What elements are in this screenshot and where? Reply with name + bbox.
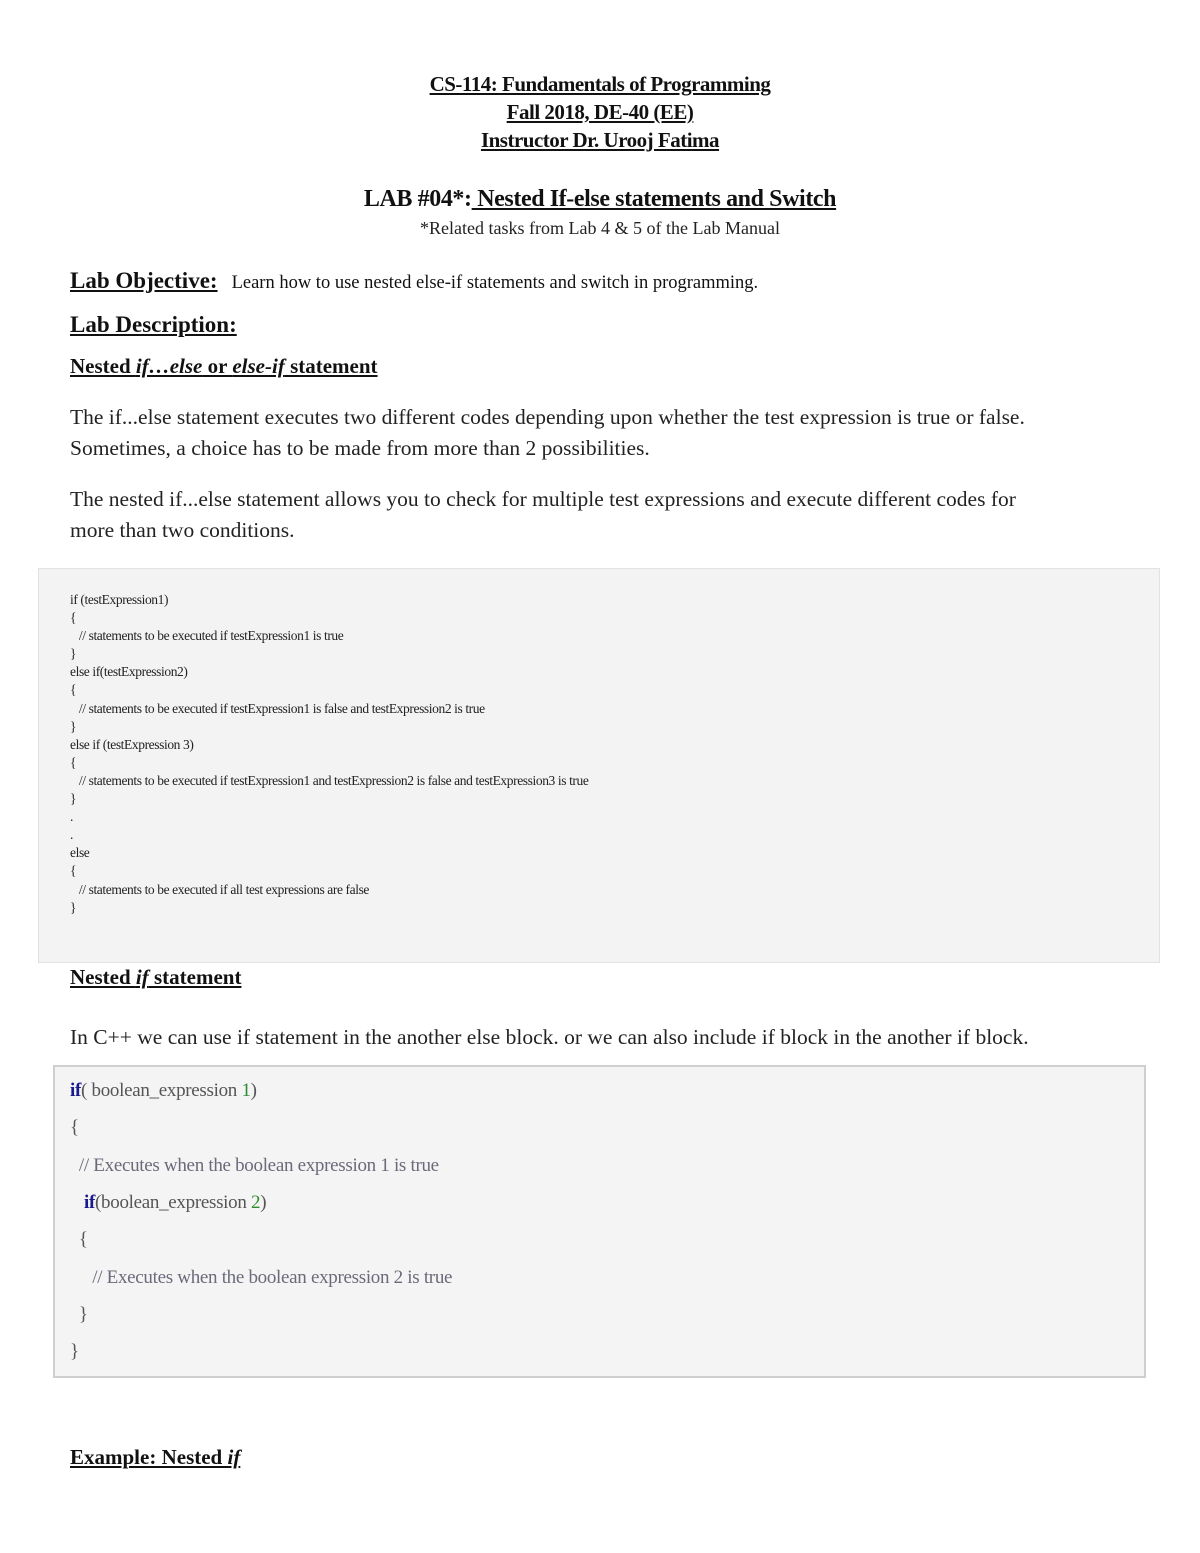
code-block-syntax-text <box>70 591 588 917</box>
code-line: } <box>70 791 77 807</box>
heading-part: if…else <box>135 354 203 378</box>
code-line: { <box>70 1117 79 1138</box>
heading-part: statement <box>148 965 242 989</box>
code-line: . <box>70 809 73 825</box>
code-line: { <box>70 610 77 626</box>
code-line: if( boolean_expression 1) <box>70 1080 257 1101</box>
heading-part: if <box>135 965 149 989</box>
code-line: } <box>70 646 77 662</box>
example-heading <box>70 1445 240 1470</box>
code-line: // statements to be executed if all test expressions are false <box>70 881 370 897</box>
lab-objective <box>70 268 758 294</box>
code-line: { <box>70 863 77 879</box>
paragraph-nested-if: In C++ we can use if statement in the another else block. or we can also include if block in the another if block. <box>70 1025 1029 1049</box>
course-title: CS-114: Fundamentals of Programming <box>429 72 771 96</box>
code-line: } <box>70 1341 79 1362</box>
code-line: if (testExpression1) <box>70 592 169 607</box>
code-line: // Executes when the boolean expression 2 is true <box>70 1267 453 1288</box>
paragraph-ifelse <box>70 402 1025 464</box>
code-line: } <box>70 1304 88 1325</box>
paragraph-line: The if...else statement executes two different codes depending upon whether the test expression is true or false. <box>70 405 1025 429</box>
heading-part: if <box>227 1445 241 1469</box>
code-line: } <box>70 899 77 915</box>
paragraph-nested <box>70 484 1016 546</box>
heading-part: or <box>202 354 233 378</box>
paragraph-line: The nested if...else statement allows you to check for multiple test expressions and execute different codes for <box>70 487 1016 511</box>
code-block-nested-if <box>53 1065 1146 1378</box>
objective-text: Learn how to use nested else-if statements and switch in programming. <box>231 273 759 293</box>
code-line: else if(testExpression2) <box>70 664 188 680</box>
lab-number: LAB #04*: <box>363 186 472 212</box>
paragraph-line: more than two conditions. <box>70 518 295 542</box>
lab-description-heading: Lab Description: <box>70 312 237 337</box>
code-line: { <box>70 1229 88 1250</box>
heading-part: Example: Nested <box>70 1445 228 1469</box>
lab-title-text: Nested If-else statements and Switch <box>471 186 837 212</box>
code-line: // statements to be executed if testExpression1 is false and testExpression2 is true <box>70 700 485 716</box>
heading-part: else-if <box>232 354 285 378</box>
code-line: { <box>70 754 77 770</box>
code-line: if(boolean_expression 2) <box>84 1192 267 1213</box>
course-term: Fall 2018, DE-40 (EE) <box>506 100 694 124</box>
heading-part: Nested <box>70 354 136 378</box>
lab-title <box>0 186 1200 213</box>
lab-note: *Related tasks from Lab 4 & 5 of the Lab Manual <box>420 218 780 238</box>
code-line: } <box>70 718 77 734</box>
paragraph-line: Sometimes, a choice has to be made from more than 2 possibilities. <box>70 436 650 460</box>
code-line: else if (testExpression 3) <box>70 736 194 752</box>
course-instructor: Instructor Dr. Urooj Fatima <box>480 128 720 152</box>
section-nested-ifelse-heading <box>70 354 378 379</box>
objective-label: Lab Objective: <box>70 268 218 293</box>
code-line: else <box>70 845 90 861</box>
code-line: // statements to be executed if testExpression1 is true <box>70 628 344 644</box>
heading-part: Nested <box>70 965 136 989</box>
code-line: { <box>70 682 77 698</box>
code-line: // Executes when the boolean expression 1 is true <box>70 1155 439 1176</box>
code-line: // statements to be executed if testExpression1 and testExpression2 is false and testExpression3 is true <box>70 772 589 788</box>
code-line: . <box>70 827 73 843</box>
heading-part: statement <box>284 354 378 378</box>
section-nested-if-heading <box>70 965 241 990</box>
